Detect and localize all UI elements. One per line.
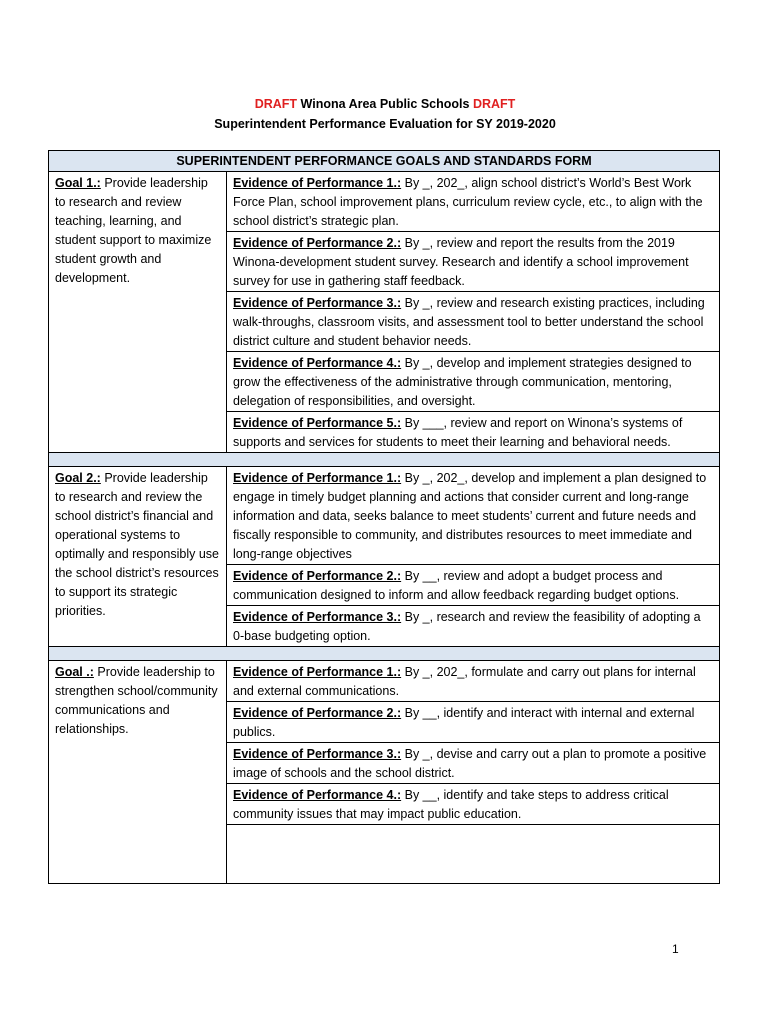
document-subtitle: Superintendent Performance Evaluation for SY 2019-2020	[214, 117, 556, 131]
goal-text: Provide leadership to research and review teaching, learning, and student support to maximize student growth and development.	[55, 176, 212, 285]
goal-label: Goal 1.:	[55, 176, 101, 190]
evidence-cell	[227, 743, 720, 784]
evidence-text: By __, identify and take steps to address critical community issues that may impact public education.	[233, 788, 669, 821]
evidence-label: Evidence of Performance 4.:	[233, 788, 402, 802]
goal-label: Goal .:	[55, 665, 94, 679]
section-divider	[49, 647, 720, 661]
evidence-text: By ___, review and report on Winona’s systems of supports and services for students to meet their learning and behavioral needs.	[233, 416, 683, 449]
evidence-cell	[227, 467, 720, 565]
evidence-cell	[227, 232, 720, 292]
page-number: 1	[672, 942, 679, 956]
document-title	[0, 94, 770, 134]
evidence-cell-empty	[227, 825, 720, 884]
evidence-cell	[227, 606, 720, 647]
evidence-text: By __, review and adopt a budget process and communication designed to inform and allow feedback regarding budget options.	[233, 569, 680, 602]
draft-label-left: DRAFT	[254, 97, 298, 111]
evidence-label: Evidence of Performance 2.:	[233, 569, 402, 583]
evidence-text: By _, devise and carry out a plan to promote a positive image of schools and the school district.	[233, 747, 707, 780]
goal-cell	[49, 661, 227, 884]
evidence-cell	[227, 661, 720, 702]
form-header-row	[49, 151, 720, 172]
evidence-text: By _, develop and implement strategies designed to grow the effectiveness of the administrative through communication, mentoring, delegation of responsibilities, and oversight.	[233, 356, 692, 408]
org-name: Winona Area Public Schools	[300, 97, 470, 111]
evidence-label: Evidence of Performance 3.:	[233, 296, 402, 310]
evidence-text: By _, review and research existing practices, including walk-throughs, classroom visits, and assessment tool to better understand the school district culture and student behavior needs.	[233, 296, 705, 348]
evidence-text: By _, review and report the results from the 2019 Winona-development student survey. Research and identify a school improvement survey for use in gathering staff feedback.	[233, 236, 689, 288]
goal-text: Provide leadership to strengthen school/community communications and relationships.	[55, 665, 218, 736]
draft-label-right: DRAFT	[472, 97, 516, 111]
evidence-cell	[227, 565, 720, 606]
evidence-text: By __, identify and interact with internal and external publics.	[233, 706, 695, 739]
evidence-label: Evidence of Performance 3.:	[233, 610, 402, 624]
evidence-label: Evidence of Performance 4.:	[233, 356, 402, 370]
evidence-label: Evidence of Performance 1.:	[233, 176, 402, 190]
goal-text: Provide leadership to research and review the school district’s financial and operational systems to optimally and responsibly use the school district’s resources to support its strategic priorities.	[55, 471, 219, 618]
evidence-label: Evidence of Performance 5.:	[233, 416, 402, 430]
evidence-text: By _, 202_, formulate and carry out plans for internal and external communications.	[233, 665, 696, 698]
evidence-text: By _, research and review the feasibility of adopting a 0-base budgeting option.	[233, 610, 701, 643]
goal-label: Goal 2.:	[55, 471, 101, 485]
goal-row	[49, 661, 720, 702]
evidence-label: Evidence of Performance 1.:	[233, 665, 402, 679]
evidence-label: Evidence of Performance 1.:	[233, 471, 402, 485]
goal-cell	[49, 172, 227, 453]
goal-cell	[49, 467, 227, 647]
goal-row	[49, 467, 720, 565]
evidence-label: Evidence of Performance 2.:	[233, 706, 402, 720]
evidence-cell	[227, 292, 720, 352]
evidence-cell	[227, 352, 720, 412]
form-heading: SUPERINTENDENT PERFORMANCE GOALS AND STANDARDS FORM	[49, 151, 720, 172]
goal-row	[49, 172, 720, 232]
evidence-cell	[227, 784, 720, 825]
evidence-label: Evidence of Performance 2.:	[233, 236, 402, 250]
section-divider	[49, 453, 720, 467]
evidence-cell	[227, 702, 720, 743]
evidence-label: Evidence of Performance 3.:	[233, 747, 402, 761]
evidence-text: By _, 202_, develop and implement a plan designed to engage in timely budget planning and actions that consider current and long-range information and data, seeks balance to meet students’ current and future needs and fiscally responsible to community, and distributes resources to meet immediate and long-range objectives	[233, 471, 707, 561]
evidence-cell	[227, 172, 720, 232]
goals-form-table	[48, 150, 720, 884]
title-line-1	[0, 94, 770, 114]
evidence-text: By _, 202_, align school district’s World’s Best Work Force Plan, school improvement plans, curriculum review cycle, etc., to align with the school district’s strategic plan.	[233, 176, 703, 228]
evidence-cell	[227, 412, 720, 453]
